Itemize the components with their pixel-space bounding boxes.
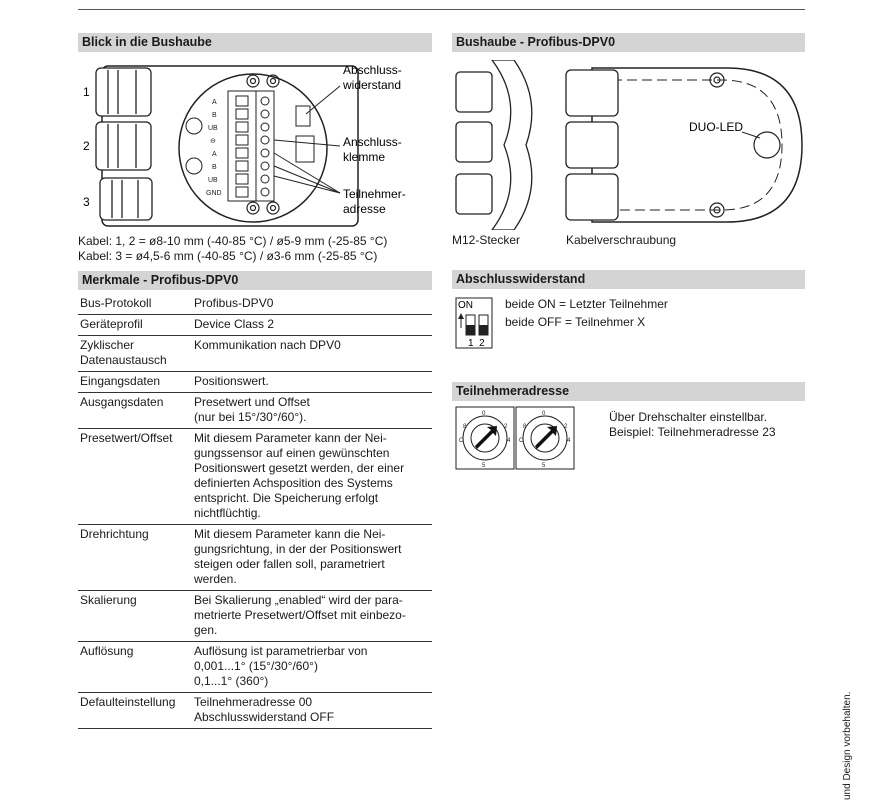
svg-text:GND: GND <box>206 190 222 197</box>
svg-text:2: 2 <box>504 424 508 430</box>
svg-text:A: A <box>212 151 217 158</box>
section-header-termination: Abschlusswiderstand <box>452 270 805 289</box>
cable-spec-1: Kabel: 1, 2 = ø8-10 mm (-40-85 °C) / ø5-9 mm (-25-85 °C) <box>78 234 388 248</box>
feature-name: Auflösung <box>78 642 192 693</box>
feature-name: Defaulteinstellung <box>78 693 192 729</box>
address-text-2: Beispiel: Teilnehmeradresse 23 <box>609 425 776 439</box>
svg-text:C: C <box>459 438 464 444</box>
feature-name: Drehrichtung <box>78 525 192 591</box>
features-table <box>78 294 432 729</box>
svg-text:5: 5 <box>482 463 486 469</box>
callout-abschluss-line1: Abschluss- <box>343 63 402 77</box>
termination-on-text: beide ON = Letzter Teilnehmer <box>505 297 668 311</box>
svg-text:8: 8 <box>463 424 467 430</box>
section-header-bushaube-view: Blick in die Bushaube <box>78 33 432 52</box>
termination-off-text: beide OFF = Teilnehmer X <box>505 315 646 329</box>
svg-text:0: 0 <box>482 411 486 417</box>
svg-text:8: 8 <box>523 424 527 430</box>
table-row <box>78 294 432 315</box>
m12-label: M12-Stecker <box>452 233 521 247</box>
svg-text:A: A <box>212 99 217 106</box>
section-header-bushaube-dpv0: Bushaube - Profibus-DPV0 <box>452 33 805 52</box>
svg-text:Teilnehmer-adresse: Teilnehmer-adresse <box>343 187 406 216</box>
feature-value: Teilnehmeradresse 00 Abschlusswiderstand OFF <box>192 693 432 729</box>
kabelverschraubung-label: Kabelverschraubung <box>566 233 677 247</box>
feature-name: Ausgangsdaten <box>78 393 192 429</box>
table-row <box>78 642 432 693</box>
dip-switch-diagram <box>455 297 495 351</box>
svg-text:4: 4 <box>507 438 511 444</box>
section-header-address: Teilnehmeradresse <box>452 382 805 401</box>
feature-name: Bus-Protokoll <box>78 294 192 315</box>
svg-text:UB: UB <box>208 125 218 132</box>
svg-text:Anschluss-klemme: Anschluss-klemme <box>343 135 402 164</box>
svg-text:1: 1 <box>83 85 90 99</box>
section-header-features: Merkmale - Profibus-DPV0 <box>78 271 432 290</box>
svg-text:B: B <box>212 164 217 171</box>
feature-value: Auflösung ist parametrierbar von 0,001...1° (15°/30°/60°) 0,1...1° (360°) <box>192 642 432 693</box>
svg-text:4: 4 <box>567 438 571 444</box>
svg-text:2: 2 <box>83 139 90 153</box>
feature-name: Presetwert/Offset <box>78 429 192 525</box>
rotary-switch-diagram <box>455 406 575 472</box>
svg-text:⊖: ⊖ <box>210 138 216 145</box>
feature-value: Device Class 2 <box>192 315 432 336</box>
table-row <box>78 372 432 393</box>
svg-text:0: 0 <box>542 411 546 417</box>
svg-text:2: 2 <box>564 424 568 430</box>
duo-led-label: DUO-LED <box>689 120 744 134</box>
feature-value: Profibus-DPV0 <box>192 294 432 315</box>
feature-value: Kommunikation nach DPV0 <box>192 336 432 372</box>
table-row <box>78 393 432 429</box>
svg-text:B: B <box>212 112 217 119</box>
feature-value: Presetwert und Offset (nur bei 15°/30°/60°). <box>192 393 432 429</box>
svg-text:1 2: 1 2 <box>468 338 485 349</box>
feature-name: Geräteprofil <box>78 315 192 336</box>
svg-text:3: 3 <box>83 195 90 209</box>
table-row <box>78 429 432 525</box>
table-row <box>78 525 432 591</box>
cable-spec-2: Kabel: 3 = ø4,5-6 mm (-40-85 °C) / ø3-6 mm (-25-85 °C) <box>78 249 378 263</box>
table-row <box>78 693 432 729</box>
feature-name: Skalierung <box>78 591 192 642</box>
svg-text:Abschluss-widerstand: Abschluss-widerstand <box>343 63 402 92</box>
address-text-1: Über Drehschalter einstellbar. <box>609 410 768 424</box>
svg-text:5: 5 <box>542 463 546 469</box>
feature-name: Eingangsdaten <box>78 372 192 393</box>
side-note: und Design vorbehalten. <box>842 691 853 800</box>
table-row <box>78 591 432 642</box>
feature-value: Mit diesem Parameter kann der Nei- gungssensor auf einen gewünschten Positionswert gesetzt werden, der einer definierten Achsposition des Systems entspricht. Die Speicherung erfolgt nichtflüchtig. <box>192 429 432 525</box>
top-rule <box>78 9 805 10</box>
svg-text:UB: UB <box>208 177 218 184</box>
feature-name: Zyklischer Datenaustausch <box>78 336 192 372</box>
svg-text:ON: ON <box>458 300 473 311</box>
feature-value: Positionswert. <box>192 372 432 393</box>
feature-value: Bei Skalierung „enabled“ wird der para- metrierte Presetwert/Offset mit einbezo- gen. <box>192 591 432 642</box>
bushaube-outer-diagram <box>452 60 805 230</box>
bushaube-inner-diagram <box>78 56 432 232</box>
feature-value: Mit diesem Parameter kann die Nei- gungsrichtung, in der der Positionswert steigen oder fallen soll, parametriert werden. <box>192 525 432 591</box>
table-row <box>78 315 432 336</box>
table-row <box>78 336 432 372</box>
svg-text:C: C <box>519 438 524 444</box>
